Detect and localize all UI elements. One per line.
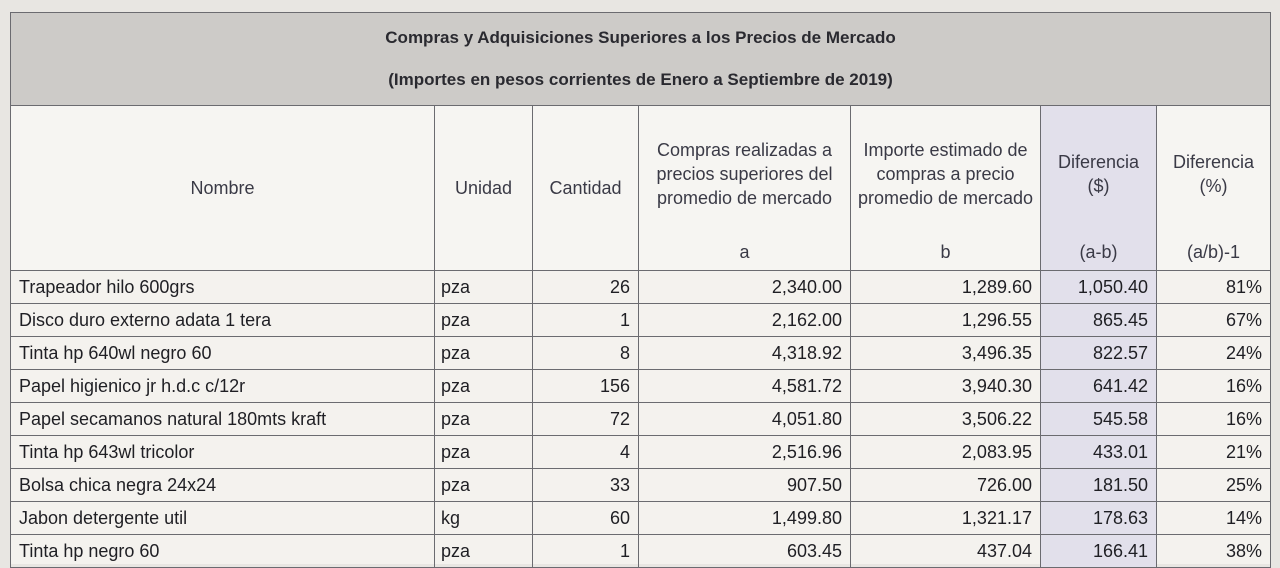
cell-nombre: Papel secamanos natural 180mts kraft xyxy=(11,403,435,436)
cell-dif-abs: 181.50 xyxy=(1041,469,1157,502)
cell-unidad: pza xyxy=(435,337,533,370)
cell-unidad: pza xyxy=(435,304,533,337)
cell-cantidad: 72 xyxy=(533,403,639,436)
cell-importe: 2,083.95 xyxy=(851,436,1041,469)
table-row xyxy=(11,337,1271,370)
cell-importe: 1,289.60 xyxy=(851,271,1041,304)
cell-unidad: pza xyxy=(435,271,533,304)
table-row xyxy=(11,436,1271,469)
cell-cantidad: 1 xyxy=(533,535,639,568)
cell-cantidad: 8 xyxy=(533,337,639,370)
table-row xyxy=(11,271,1271,304)
cell-compras: 2,162.00 xyxy=(639,304,851,337)
cell-nombre: Tinta hp negro 60 xyxy=(11,535,435,568)
header-diferencia-pct: Diferencia (%) (a/b)-1 xyxy=(1157,106,1271,271)
cell-dif-pct: 24% xyxy=(1157,337,1271,370)
cell-cantidad: 33 xyxy=(533,469,639,502)
cell-compras: 4,581.72 xyxy=(639,370,851,403)
cell-nombre: Disco duro externo adata 1 tera xyxy=(11,304,435,337)
table-row xyxy=(11,469,1271,502)
table-row xyxy=(11,370,1271,403)
cell-importe: 1,296.55 xyxy=(851,304,1041,337)
cell-importe: 437.04 xyxy=(851,535,1041,568)
header-diferencia-abs-sub: (a-b) xyxy=(1079,242,1118,262)
table-title: Compras y Adquisiciones Superiores a los Precios de Mercado xyxy=(385,28,896,47)
cell-dif-pct: 21% xyxy=(1157,436,1271,469)
document-page xyxy=(10,12,1270,564)
cell-importe: 3,940.30 xyxy=(851,370,1041,403)
table-row xyxy=(11,535,1271,568)
cell-dif-abs: 166.41 xyxy=(1041,535,1157,568)
cell-unidad: pza xyxy=(435,403,533,436)
cell-compras: 907.50 xyxy=(639,469,851,502)
cell-dif-pct: 16% xyxy=(1157,370,1271,403)
cell-dif-pct: 67% xyxy=(1157,304,1271,337)
title-row xyxy=(11,13,1271,106)
cell-nombre: Tinta hp 643wl tricolor xyxy=(11,436,435,469)
cell-dif-abs: 545.58 xyxy=(1041,403,1157,436)
cell-dif-abs: 641.42 xyxy=(1041,370,1157,403)
cell-cantidad: 4 xyxy=(533,436,639,469)
table-row xyxy=(11,502,1271,535)
cell-unidad: pza xyxy=(435,469,533,502)
cell-dif-pct: 16% xyxy=(1157,403,1271,436)
cell-dif-abs: 178.63 xyxy=(1041,502,1157,535)
cell-cantidad: 60 xyxy=(533,502,639,535)
cell-nombre: Tinta hp 640wl negro 60 xyxy=(11,337,435,370)
cell-importe: 3,506.22 xyxy=(851,403,1041,436)
cell-dif-abs: 822.57 xyxy=(1041,337,1157,370)
cell-dif-pct: 81% xyxy=(1157,271,1271,304)
cell-cantidad: 156 xyxy=(533,370,639,403)
cell-cantidad: 26 xyxy=(533,271,639,304)
header-nombre: Nombre xyxy=(11,106,435,271)
cell-dif-abs: 433.01 xyxy=(1041,436,1157,469)
cell-dif-pct: 25% xyxy=(1157,469,1271,502)
cell-nombre: Jabon detergente util xyxy=(11,502,435,535)
table-row xyxy=(11,403,1271,436)
header-cantidad: Cantidad xyxy=(533,106,639,271)
cell-nombre: Bolsa chica negra 24x24 xyxy=(11,469,435,502)
cell-importe: 726.00 xyxy=(851,469,1041,502)
cell-nombre: Trapeador hilo 600grs xyxy=(11,271,435,304)
cell-dif-pct: 14% xyxy=(1157,502,1271,535)
header-compras: Compras realizadas a precios superiores del promedio de mercado a xyxy=(639,106,851,271)
header-diferencia-pct-sub: (a/b)-1 xyxy=(1187,242,1241,262)
table-row xyxy=(11,304,1271,337)
cell-unidad: pza xyxy=(435,436,533,469)
cell-nombre: Papel higienico jr h.d.c c/12r xyxy=(11,370,435,403)
cell-compras: 4,318.92 xyxy=(639,337,851,370)
cell-dif-abs: 865.45 xyxy=(1041,304,1157,337)
cell-compras: 2,340.00 xyxy=(639,271,851,304)
cell-compras: 603.45 xyxy=(639,535,851,568)
cell-dif-abs: 1,050.40 xyxy=(1041,271,1157,304)
cell-compras: 4,051.80 xyxy=(639,403,851,436)
column-header-row xyxy=(11,106,1271,271)
header-importe-sub: b xyxy=(940,242,951,262)
cell-unidad: pza xyxy=(435,535,533,568)
cell-unidad: kg xyxy=(435,502,533,535)
table-subtitle: (Importes en pesos corrientes de Enero a Septiembre de 2019) xyxy=(388,70,893,89)
cell-importe: 1,321.17 xyxy=(851,502,1041,535)
header-diferencia-abs: Diferencia ($) (a-b) xyxy=(1041,106,1157,271)
purchases-table xyxy=(10,12,1271,568)
table-body xyxy=(11,271,1271,568)
header-compras-sub: a xyxy=(739,242,750,262)
cell-importe: 3,496.35 xyxy=(851,337,1041,370)
cell-compras: 1,499.80 xyxy=(639,502,851,535)
cell-dif-pct: 38% xyxy=(1157,535,1271,568)
header-unidad: Unidad xyxy=(435,106,533,271)
cell-compras: 2,516.96 xyxy=(639,436,851,469)
table-title-cell xyxy=(11,13,1271,106)
cell-unidad: pza xyxy=(435,370,533,403)
header-importe: Importe estimado de compras a precio promedio de mercado b xyxy=(851,106,1041,271)
cell-cantidad: 1 xyxy=(533,304,639,337)
